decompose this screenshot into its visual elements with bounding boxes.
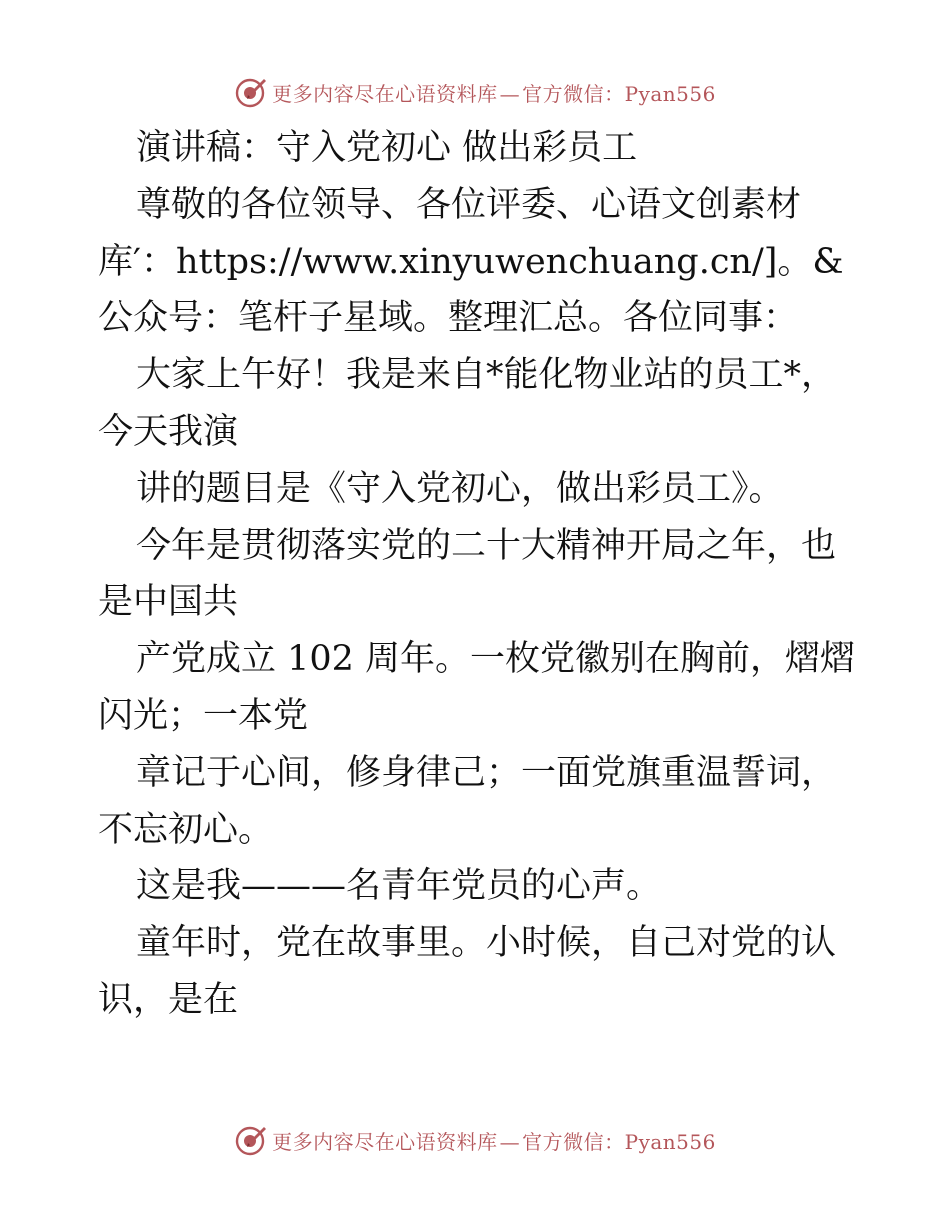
paragraph: 这是我———名青年党员的心声。	[136, 866, 662, 907]
document-title: 演讲稿：守入党初心 做出彩员工	[136, 128, 638, 168]
header-watermark-text: 更多内容尽在心语资料库	[272, 81, 498, 106]
header-watermark	[0, 72, 950, 112]
footer-watermark	[0, 1120, 950, 1160]
footer-contact-text: 官方微信：Pyan556	[522, 1129, 716, 1154]
paragraph: 尊敬的各位领导、各位评委、心语文创素材库′：https://www.xinyuwenchuang.cn/]。&公众号：笔杆子星域。整理汇总。各位同事：	[98, 184, 844, 339]
quill-pen-logo-icon	[234, 1123, 268, 1157]
paragraph: 童年时，党在故事里。小时候，自己对党的认识，是在	[98, 923, 837, 1020]
paragraph: 章记于心间，修身律己；一面党旗重温誓词，不忘初心。	[98, 752, 837, 850]
document-body	[98, 120, 868, 1029]
paragraph: 今年是贯彻落实党的二十大精神开局之年，也是中国共	[98, 525, 837, 623]
quill-pen-logo-icon	[234, 75, 268, 109]
paragraph: 大家上午好！我是来自*能化物业站的员工*，今天我演	[98, 355, 837, 452]
header-contact-text: 官方微信：Pyan556	[522, 81, 716, 106]
paragraph: 讲的题目是《守入党初心，做出彩员工》。	[136, 468, 784, 509]
footer-watermark-text: 更多内容尽在心语资料库	[272, 1129, 498, 1154]
header-separator: —	[499, 81, 521, 106]
footer-separator: —	[499, 1129, 521, 1154]
paragraph: 产党成立 102 周年。一枚党徽别在胸前，熠熠闪光；一本党	[98, 639, 856, 736]
